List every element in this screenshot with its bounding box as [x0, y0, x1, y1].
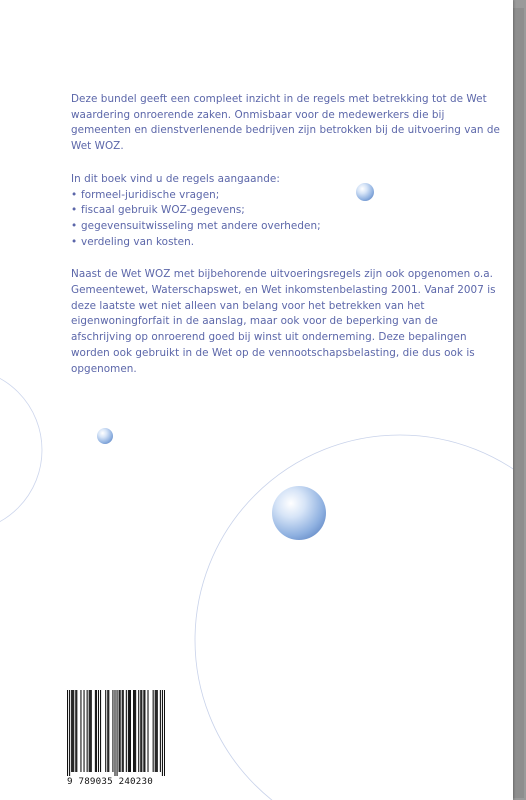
- list-item: • gegevensuitwisseling met andere overheden;: [71, 219, 501, 235]
- barcode-bar: [156, 690, 157, 772]
- barcode-bar: [90, 690, 91, 772]
- isbn-number: 9 789035 240230: [67, 776, 153, 787]
- barcode-bar: [72, 690, 73, 772]
- barcode-bar: [114, 690, 115, 776]
- barcode-bar: [117, 690, 118, 776]
- barcode-bar: [119, 690, 120, 772]
- blurb-text: [71, 92, 501, 394]
- barcode-bar: [112, 690, 113, 772]
- barcode-bar: [155, 690, 156, 772]
- topics-list: [71, 188, 501, 251]
- barcode-bar: [69, 690, 70, 776]
- barcode-bar: [80, 690, 81, 772]
- barcode-bar: [143, 690, 144, 772]
- barcode-bar: [100, 690, 101, 772]
- barcode-bar: [108, 690, 109, 772]
- closing-paragraph: Naast de Wet WOZ met bijbehorende uitvoeringsregels zijn ook opgenomen o.a. Gemeentewet, Waterschapswet, en Wet inkomstenbelasting 2001. Vanaf 2007 is deze laatste wet niet alleen van belang voor het betrekken van het eigenwoningforfait in de aanslag, maar ook voor de beperking van de afschrijving op onroerend goed bij winst uit onderneming. Deze bepalingen worden ook gebruikt in de Wet op de vennootschapsbelasting, die dus ook is opgenomen.: [71, 268, 496, 375]
- barcode-bar: [128, 690, 129, 772]
- barcode-bar: [147, 690, 148, 772]
- barcode-bar: [135, 690, 136, 772]
- list-item: • formeel-juridische vragen;: [71, 188, 501, 204]
- barcode-bar: [138, 690, 139, 772]
- barcode-bar: [129, 690, 130, 772]
- barcode-bar: [140, 690, 141, 772]
- barcode-bar: [87, 690, 88, 772]
- barcode-bar: [98, 690, 99, 772]
- barcode-bar: [160, 690, 161, 772]
- barcode-bar: [67, 690, 68, 776]
- bubble-large: [272, 486, 326, 540]
- barcode-bar: [141, 690, 142, 772]
- barcode-bar: [76, 690, 77, 772]
- barcode-bar: [122, 690, 123, 772]
- barcode-bar: [89, 690, 90, 772]
- list-item: • verdeling van kosten.: [71, 235, 501, 251]
- barcode-bar: [130, 690, 131, 772]
- barcode-bar: [105, 690, 106, 772]
- barcode-bar: [126, 690, 127, 772]
- barcode-bar: [84, 690, 85, 772]
- barcode-bar: [133, 690, 134, 772]
- orbit-circle-large: [195, 435, 513, 800]
- barcode-bar: [91, 690, 92, 772]
- barcode-bar: [162, 690, 163, 776]
- barcode-bar: [157, 690, 158, 772]
- bubble-small-left: [97, 428, 113, 444]
- list-item: • fiscaal gebruik WOZ-gegevens;: [71, 203, 501, 219]
- barcode-bar: [96, 690, 97, 772]
- barcode-bars: [67, 690, 165, 776]
- barcode-bar: [123, 690, 124, 772]
- list-heading: In dit boek vind u de regels aangaande:: [71, 172, 280, 185]
- barcode-bar: [71, 690, 72, 772]
- orbit-circle-left: [0, 368, 42, 532]
- barcode-bar: [73, 690, 74, 772]
- barcode-bar: [75, 690, 76, 772]
- barcode-bar: [144, 690, 145, 772]
- intro-paragraph: Deze bundel geeft een compleet inzicht in de regels met betrekking tot de Wet waardering onroerende zaken. Onmisbaar voor de medewerkers die bij gemeenten en dienstverlenende bedrijven zijn betrokken bij de uitvoering van de Wet WOZ.: [71, 93, 500, 153]
- barcode-bar: [95, 690, 96, 772]
- barcode-bar: [134, 690, 135, 772]
- barcode-bar: [153, 690, 154, 772]
- barcode-bar: [107, 690, 108, 772]
- barcode-bar: [120, 690, 121, 772]
- barcode-bar: [164, 690, 165, 776]
- isbn-barcode: [67, 690, 165, 790]
